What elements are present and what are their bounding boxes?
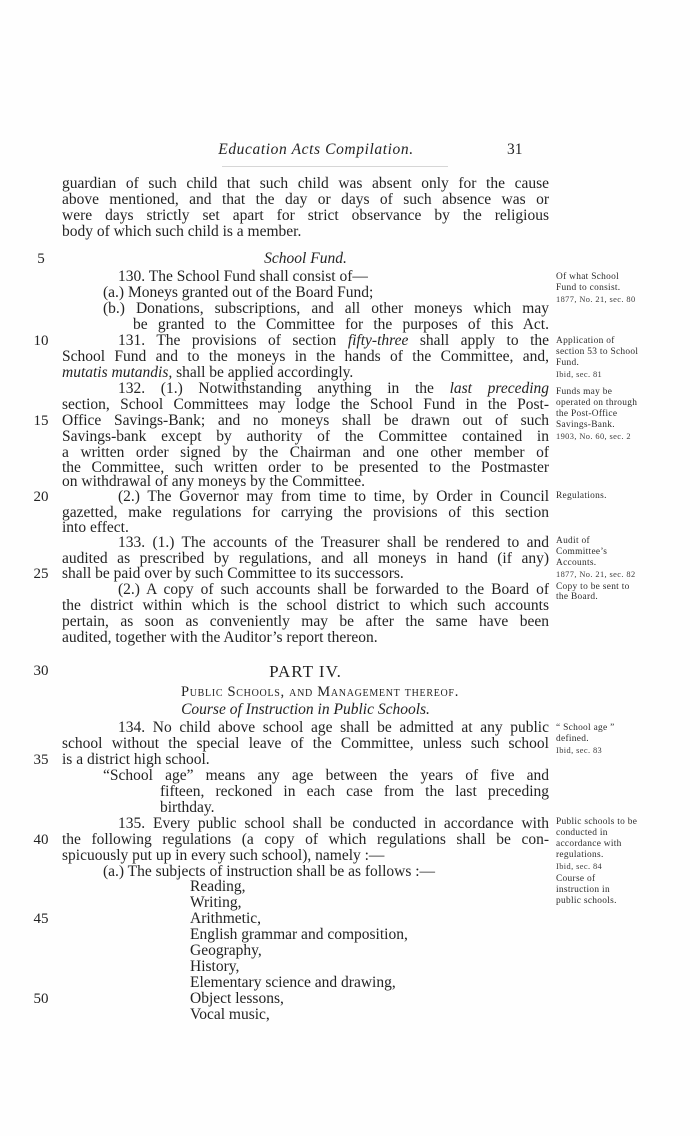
section-131-line [118,333,549,349]
margin-note-line: Public schools to be [556,817,638,827]
section-132-line: Savings-bank except by authority of the Committee contained in [62,428,549,445]
margin-note-line: Course of [556,874,596,884]
section-132-sub-2-line: (2.) The Governor may from time to time, by Order in Council [118,488,549,505]
section-135-item-a: (a.) The subjects of instruction shall be as follows :— [103,863,436,880]
line-number: 30 [33,663,49,679]
margin-note-line: the Board. [556,592,599,602]
margin-note-line: Fund to consist. [556,283,621,293]
section-135-line: the following regulations (a copy of which regulations shall be con- [62,831,549,848]
section-130-item-b: (b.) Donations, subscriptions, and all other moneys which may [103,300,549,317]
margin-note-citation: 1877, No. 21, sec. 80 [556,295,636,304]
section-132-line: on withdrawal of any moneys by the Committee. [62,473,366,490]
text-run: 131. The provisions of section [118,332,337,349]
subject-item: Elementary science and drawing, [190,974,396,991]
section-heading: Course of Instruction in Public Schools. [181,701,430,718]
margin-note-citation: Ibid, sec. 84 [556,862,603,871]
margin-note [556,817,668,873]
body-line: body of which such child is a member. [62,223,302,240]
line-number: 20 [33,489,49,505]
section-132-sub-2-line: gazetted, make regulations for carrying the provisions of this section [62,504,549,521]
subject-item: Writing, [190,894,242,911]
section-132-sub-2-line: into effect. [62,519,129,536]
line-number: 35 [33,752,49,768]
part-subtitle: Public Schools, and Management thereof. [180,684,460,700]
definition-line: fifteen, reckoned in each case from the last preceding [160,783,549,800]
section-130-item-b-continued: be granted to the Committee for the purposes of this Act. [133,316,549,333]
margin-note-citation: Ibid, sec. 83 [556,746,603,755]
line-number: 5 [37,251,45,267]
line-number: 25 [33,566,49,582]
section-133-sub-2-line: pertain, as soon as conveniently may be after the same have been [62,613,549,630]
section-132-line: the Committee, such written order to be presented to the Postmaster [62,459,549,476]
section-131-line: School Fund and to the moneys in the hands of the Committee, and, [62,348,549,365]
margin-note [556,491,668,502]
text-run: shall be applied accordingly. [176,364,354,381]
body-line: were days strictly set apart for strict observance by the religious [62,207,549,224]
italic-phrase: mutatis mutandis, [62,364,173,381]
running-header-title: Education Acts Compilation. [218,141,414,158]
margin-note-line: Of what School [556,272,620,282]
margin-note [556,874,668,907]
section-132-line [118,381,549,397]
subject-item: History, [190,958,240,975]
subject-item: English grammar and composition, [190,926,408,943]
margin-note-line: regulations. [556,850,604,860]
section-134-line: 134. No child above school age shall be admitted at any public [118,719,549,736]
margin-note [556,723,668,757]
section-133-sub-2-line: (2.) A copy of such accounts shall be forwarded to the Board of [118,581,549,598]
margin-note-line: section 53 to School [556,347,639,357]
margin-note-line: conducted in [556,828,608,838]
margin-note [556,582,668,602]
margin-note-line: Committee’s [556,547,608,557]
margin-note-line: accordance with [556,839,622,849]
subject-item: Reading, [190,878,246,895]
page-number: 31 [507,141,523,158]
section-130-line: 130. The School Fund shall consist of— [118,268,368,285]
section-133-line: audited as prescribed by regulations, and all moneys in hand (if any) [62,550,549,567]
header-rule [222,166,448,167]
subject-item: Arithmetic, [190,910,262,927]
margin-note-line: public schools. [556,896,617,906]
margin-note-line: Application of [556,336,615,346]
margin-note [556,536,668,581]
line-number: 10 [33,333,49,349]
margin-note-line: Audit of [556,536,590,546]
margin-note-line: instruction in [556,885,610,895]
line-number: 45 [33,911,49,927]
section-135-line: 135. Every public school shall be conducted in accordance with [118,815,549,832]
body-line: guardian of such child that such child was absent only for the cause [62,175,549,192]
section-132-line: a written order signed by the Chairman and one other member of [62,444,549,461]
line-number: 15 [33,413,49,429]
section-134-line: school without the special leave of the Committee, unless such school [62,735,549,752]
section-135-line: spicuously put up in every such school), namely :— [62,847,385,864]
body-line: above mentioned, and that the day or days of such absence was or [62,191,549,208]
margin-note [556,336,668,381]
part-title: PART IV. [269,662,342,681]
subject-item: Geography, [190,942,262,959]
text-run: shall apply to the [419,332,550,349]
margin-note-line: operated on through [556,398,638,408]
section-131-line [62,365,353,381]
margin-note [556,272,668,306]
line-number: 40 [33,832,49,848]
margin-note-line: “ School age ” [556,723,615,733]
section-133-line: shall be paid over by such Committee to its successors. [62,565,404,582]
definition-line: birthday. [160,799,215,816]
section-133-line: 133. (1.) The accounts of the Treasurer shall be rendered to and [118,534,549,551]
margin-note-line: Copy to be sent to [556,582,630,592]
margin-note-line: Fund. [556,358,580,368]
margin-note-line: the Post-Office [556,409,618,419]
section-133-sub-2-line: the district within which is the school district to which such accounts [62,597,549,614]
margin-note [556,387,668,443]
line-number: 50 [33,991,49,1007]
section-heading: School Fund. [264,250,347,267]
section-130-item-a: (a.) Moneys granted out of the Board Fund; [103,284,374,301]
subject-item: Vocal music, [190,1006,270,1023]
margin-note-line: Savings-Bank. [556,420,615,430]
margin-note-citation: 1903, No. 60, sec. 2 [556,432,631,441]
definition-line: “School age” means any age between the years of five and [103,767,549,784]
margin-note-citation: 1877, No. 21, sec. 82 [556,570,636,579]
margin-note-line: Regulations. [556,491,607,501]
italic-phrase: last preceding [449,380,550,397]
text-run: 132. (1.) Notwithstanding anything in the [118,380,434,397]
section-132-line: section, School Committees may lodge the School Fund in the Post- [62,396,549,413]
margin-note-citation: Ibid, sec. 81 [556,370,603,379]
margin-note-line: defined. [556,734,589,744]
section-132-line: Office Savings-Bank; and no moneys shall be drawn out of such [62,412,549,429]
subject-item: Object lessons, [190,990,284,1007]
italic-phrase: fifty-three [347,332,409,349]
section-133-sub-2-line: audited, together with the Auditor’s report thereon. [62,629,378,646]
section-134-line: is a district high school. [62,751,210,768]
margin-note-line: Accounts. [556,558,597,568]
margin-note-line: Funds may be [556,387,613,397]
